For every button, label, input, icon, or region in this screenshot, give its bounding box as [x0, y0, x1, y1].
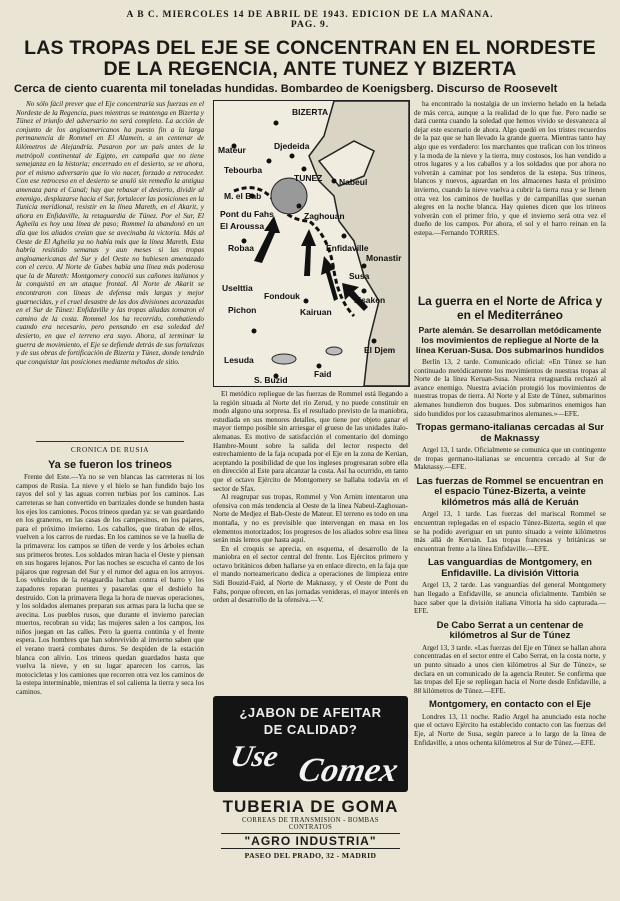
map-label: Msaken — [354, 295, 386, 305]
map-label: Susa — [349, 271, 370, 281]
news-heading: Las vanguardias de Montgomery, en Enfidaville. La división Vittoria — [427, 557, 592, 579]
paragraph: Al reagrupar sus tropas, Rommel y Von Arnim intentaron una ofensiva con más tendencia al Oeste de la línea Nabeul-Zaghouan-Norte de Medjez el Bab-Oeste de Mateur. El terreno es todo en una montaña, y no es previsible que intervengan en masa en los elementos motorizados; los progresos de los aliados sobre esa línea serán más lentos que hasta aquí. — [213, 493, 408, 545]
map-label: Nabeul — [339, 177, 368, 187]
section-label: CRONICA DE RUSIA — [70, 445, 150, 454]
map-label: Zaghouan — [304, 211, 345, 221]
lake-2 — [326, 347, 342, 355]
map-label: Robaa — [228, 243, 254, 253]
main-headline — [14, 38, 606, 80]
comex-advertisement — [213, 696, 408, 792]
map-label: Pichon — [228, 305, 257, 315]
lake — [272, 354, 296, 364]
map-label: Uselttia — [222, 283, 253, 293]
lead-article-text: No sólo fácil prever que el Eje concentraría sus fuerzas en el Nordeste de la Regencia, pues mientras se mantenga en Bizerta y Túnez el triunfo del adversario no será completo. La acción de conjunto de los angloamericanos ha puesto fin a la larga permanencia de Rommel en El Alamein, a un centenar de kilómetros de Alejandría. Pasaron por un país antes de la metrópoli continental de Egipto, en campaña que no tiene semejanza en la historia; encerrado en el desierto, se ve ahora, por el mismo adversario que lo vio nacer, forzado a retroceder. Con ese retroceso en el desierto se anuló sin remedio la antigua amenaza para el Canal; hay que rebasar el desierto, dividir al enemigo, desplazarse hacia el Sur, fortalecer las posiciones en la Tunicia meridional, resistir en la línea Mareth, en el Akarit, y ahora en Enfidaville, la retaguardia de Túnez. Por el Sur, El Agheila es hoy una línea de paso; Rommel la abandonó en un día que los aliados creían que se avecinaba la victoria. Más al Oeste de El Agheila ya no había más que la línea Mareth. Esta habría resistido semanas y aun meses si las tropas angloamericanas del Sur y del Oeste no hubiesen amenazado con el cerco. Al Norte de Gabes había una línea más poderosa que la de Mareth: Montgomery conoció sus cañones italianos y la conquistó en un ataque frontal. Al Norte de Akarit se encontraron con líneas de defensa más largas y mejor guarnecidas, y el cruel desastre de las dos divisiones acorazadas en el Sur de Túnez: Enfidaville y las tropas aliadas tomaron el camino de la costa. Rommel los ha recorrido, combatiendo cuando era necesario, pero pensando en esa soledad del desierto, en que el terreno era suyo. Ahora, al terminar la guerra de movimiento, el Eje se defiende detrás de sus fortalezas y de sus obras de fortificación de Bizerta y Túnez, donde tendrán que conquistar las posiciones mediante métodos de sitio. — [16, 100, 204, 366]
ad-company: "AGRO INDUSTRIA" — [221, 833, 400, 849]
column-left — [16, 100, 204, 892]
headline-line-1: LAS TROPAS DEL EJE SE CONCENTRAN EN EL NORDESTE — [24, 37, 596, 59]
ad-line-1: ¿JABON DE AFEITAR — [239, 705, 382, 720]
ad-line: CONTRATOS — [288, 824, 333, 831]
column-right — [414, 100, 606, 892]
map-label: Kairuan — [300, 307, 332, 317]
map-label: TUNEZ — [294, 173, 323, 183]
axis-zone — [271, 178, 307, 214]
article-title: Ya se fueron los trineos — [47, 458, 173, 471]
map-label: Mateur — [218, 145, 246, 155]
map-label: Djedeida — [274, 141, 310, 151]
tunisia-map — [214, 101, 409, 386]
news-heading: Tropas germano-italianas cercadas al Sur de Maknassy — [416, 422, 604, 444]
ad-title: TUBERIA DE GOMA — [222, 797, 399, 816]
page-header: A B C. MIERCOLES 14 DE ABRIL DE 1943. EDICION DE LA MAÑANA. PAG. 9. — [126, 10, 494, 30]
ad-use: Use — [227, 740, 282, 773]
map-label: Tebourba — [224, 165, 263, 175]
map-figure — [213, 100, 410, 387]
paragraph: Argel 13, 3 tarde. «Las fuerzas del Eje en Túnez se hallan ahora concentradas en el sector entre el Cabo Serrat, en la costa norte, y un punto situado a unos cien kilómetros al Sur de Túnez», se declara en un comunicado de la agencia Reuter. Se confirma que las tropas del Eje se repliegan hacia el Norte desde Enfidaville, a 88 kilómetros de Túnez.—EFE. — [414, 643, 606, 695]
news-heading: Las fuerzas de Rommel se encuentran en el espacio Túnez-Bizerta, a veinte kilómetros más allá de Keruán — [416, 475, 604, 508]
ad-products: CORREAS DE TRANSMISION - BOMBAS — [242, 817, 379, 824]
paragraph: Berlín 13, 2 tarde. Comunicado oficial: «En Túnez se han continuado metódicamente los movimientos de nuestras tropas al Norte de la línea Keruan-Susa. Nuestra retaguardia rechazó al avance enemigo. Nuestra aviación protegió los movimientos de nuestras tropas de tierra. Al Norte y al Este de Túnez, submarinos alemanes hundieron dos buques. Dos submarinos enemigos han sido hundidos por los cazasubmarinos alemanes.»—EFE. — [414, 358, 606, 418]
map-label: M. el Bab — [224, 191, 262, 201]
map-label: BIZERTA — [292, 107, 329, 117]
section-title: La guerra en el Norte de Africa y en el Mediterráneo — [417, 294, 603, 322]
paragraph: Argel 13, 2 tarde. Las vanguardias del general Montgomery han llegado a Enfidaville, se anuncia oficialmente. También se hace saber que la división italiana Vittoria ha sido capturada.—EFE. — [414, 581, 606, 616]
divider — [36, 441, 184, 442]
map-label: Enfidaville — [326, 243, 369, 253]
arrow-3 — [321, 256, 338, 301]
map-label: El Aroussa — [220, 221, 265, 231]
map-label: S. Buzid — [254, 375, 288, 385]
article-body: Frente del Este.—Ya no se ven blancas las carreteras ni los campos de Rusia. La nieve y el hielo se han fundido bajo los rayos del sol y las aguas corren turbias por los caminos. Las carreteras se han convertido en barrizales donde se hunden hasta los ejes los camiones. Pocos trineos quedan ya: se van guardando en los graneros, en las casas de los campesinos, en los pajares, para el próximo invierno. Los caballos, que tiraban de ellos, vuelven a los carros de ruedas. En los caminos se ve la huella de la primavera: los campos se tiñen de verde y los árboles echan sus primeros brotes. Los soldados miran hacia el Oeste y piensan en sus hogares lejanos. Por las noches se escucha el canto de los pájaros que regresan del Sur y el rumor del agua en los arroyos. Los vehículos de la retaguardia luchan contra el barro y los zapadores reparan puentes y pasarelas que el deshielo ha destruido. Con la primavera llega la hora de nuevas operaciones, y los soldados alemanes preparan sus armas para la lucha que se avecina. Los pueblos rusos, que durante el invierno parecían muertos, recobran su vida; las mujeres salen a los campos, los niños juegan en las calles. Pero la guerra continúa y el frente espera. Los hombres que han sobrevivido al invierno saben que el verano traerá combates duros. Se despiden de la estación blanca con alivio. Los trineos quedan guardados hasta que vuelva la nieve, y en su lugar aparecen los carros, las motocicletas y los camiones que recorren otra vez los caminos de la estepa interminable, mientras el sol calienta la tierra y seca los caminos. — [16, 473, 204, 697]
map-label: Pont du Fahs — [220, 209, 274, 219]
map-caption-text: El metódico repliegue de las fuerzas de Rommel está llegando a la región situada al Norte del río Zerud, y no puede constituir en modo alguno una sorpresa. Es el resultado previsto de la maniobra, estudiada en sus menores detalles, que tiene por objeto ganar el mayor tiempo posible sin arriesgar el grueso de las unidades ítalo-alemanas. Es motivo de satisfacción el comentario del domingo Hambre-Mount sobre la salida del lector respecto del estrechamiento de la faja ocupada por el Eje en la zona de Kerúan, aceptando la posibilidad de que los ingleses progresaran sobre ella en dirección al Este para alcanzar la costa. Así ha ocurrido, en tanto que el octavo Ejército de Montgomery se hallaba todavía en el sector de Sfax. — [213, 390, 408, 493]
map-label: El Djem — [364, 345, 396, 355]
map-label: Fondouk — [264, 291, 300, 301]
news-heading: Montgomery, en contacto con el Eje — [429, 699, 591, 711]
news-heading: De Cabo Serrat a un centenar de kilómetros al Sur de Túnez — [436, 619, 584, 642]
map-label: Monastir — [366, 253, 402, 263]
paragraph: Londres 13, 11 noche. Radio Argel ha anunciado esta noche que el octavo Ejército ha establecido contacto con las fuerzas del Eje, al Norte de Susa, según parece a lo largo de la línea de Enfidaville, a unos ochenta kilómetros al Sur de Túnez.—EFE. — [414, 712, 606, 747]
map-label: Faid — [314, 369, 332, 379]
paragraph: Argel 13, 1 tarde. Oficialmente se comunica que un contingente de tropas germano-italianas se encuentra cercado al Sur de Maknassy.—EFE. — [414, 446, 606, 472]
paragraph: En el croquis se aprecia, en esquema, el desarrollo de la maniobra en el sector central del frente. Los Ejércitos primero y octavo británicos deben hallarse ya en enlace directo, en la faja que el mando norteamericano dedica a operaciones de limpieza entre Sidi Bouzid-Faid, al Norte de Maknassy, y el Oeste de Pont du Fahs, porque ofrecen, en las jornadas venideras, el mayor interés en orden al desarrollo de la ofensiva.—V. — [213, 544, 408, 605]
ad-address: PASEO DEL PRADO, 32 - MADRID — [244, 851, 377, 860]
tuberia-advertisement — [213, 797, 408, 860]
section-subtitle: Parte alemán. Se desarrollan metódicamente los movimientos de repliegue al Norte de la línea Keruan-Susa. Dos submarinos hundidos — [415, 325, 605, 355]
column-middle-text — [213, 390, 408, 630]
ad-line-2: DE CALIDAD? — [263, 722, 358, 737]
continued-article: ha encontrado la nostalgia de un invierno helado en la helada de más cerca, aunque a la realidad de lo que fue. Pero nadie se dará cuenta cuando la soledad que hemos vivido se desvanezca al dejar este escenario de ahora. Algo quedó en los tristes recuerdos de la paz que se han llevado la grande guerra. Mientras tanto hay algo que es verdadero: los marchantes que trafican con los trineos y la moda de la nieve y la tierra, muy costosos, los han vendido a otros lugares y a los caballos y a los soldados que por ahora no volverán a caminar por los senderos de la estepa. Sus trineos, blancos y nuevos, aguardan en los almacenes hasta el próximo invierno, cuando la nieve vuelva a cubrir la tierra rusa y se llenen otra vez los caminos de huellas y de campanillas que suenan alegres en la noche blanca. Hay quienes dicen que los trineos volverán con el primer frío, y que el invierno será otra vez el dueño de los campos. Por ahora, el sol y el barro reinan en la estepa.—Fernando TORRES. — [414, 100, 606, 237]
arrow-2 — [301, 229, 316, 276]
paragraph: Argel 13, 1 tarde. Las fuerzas del mariscal Rommel se encuentran replegadas en el espacio Túnez-Bizerta, según el que se ha podido averiguar en un punto situado a veinte kilómetros más allá de Keruán. Las tropas francesas y británicas se encuentran frente a la línea Enfidaville.—EFE. — [414, 510, 606, 553]
map-label: Lesuda — [224, 355, 254, 365]
headline-line-2: DE LA REGENCIA, ANTE TUNEZ Y BIZERTA — [103, 58, 517, 80]
ad-brand-logo: Comex — [295, 752, 402, 789]
subheadline: Cerca de ciento cuarenta mil toneladas hundidas. Bombardeo de Koenigsberg. Discurso de Roosevelt — [14, 83, 558, 95]
